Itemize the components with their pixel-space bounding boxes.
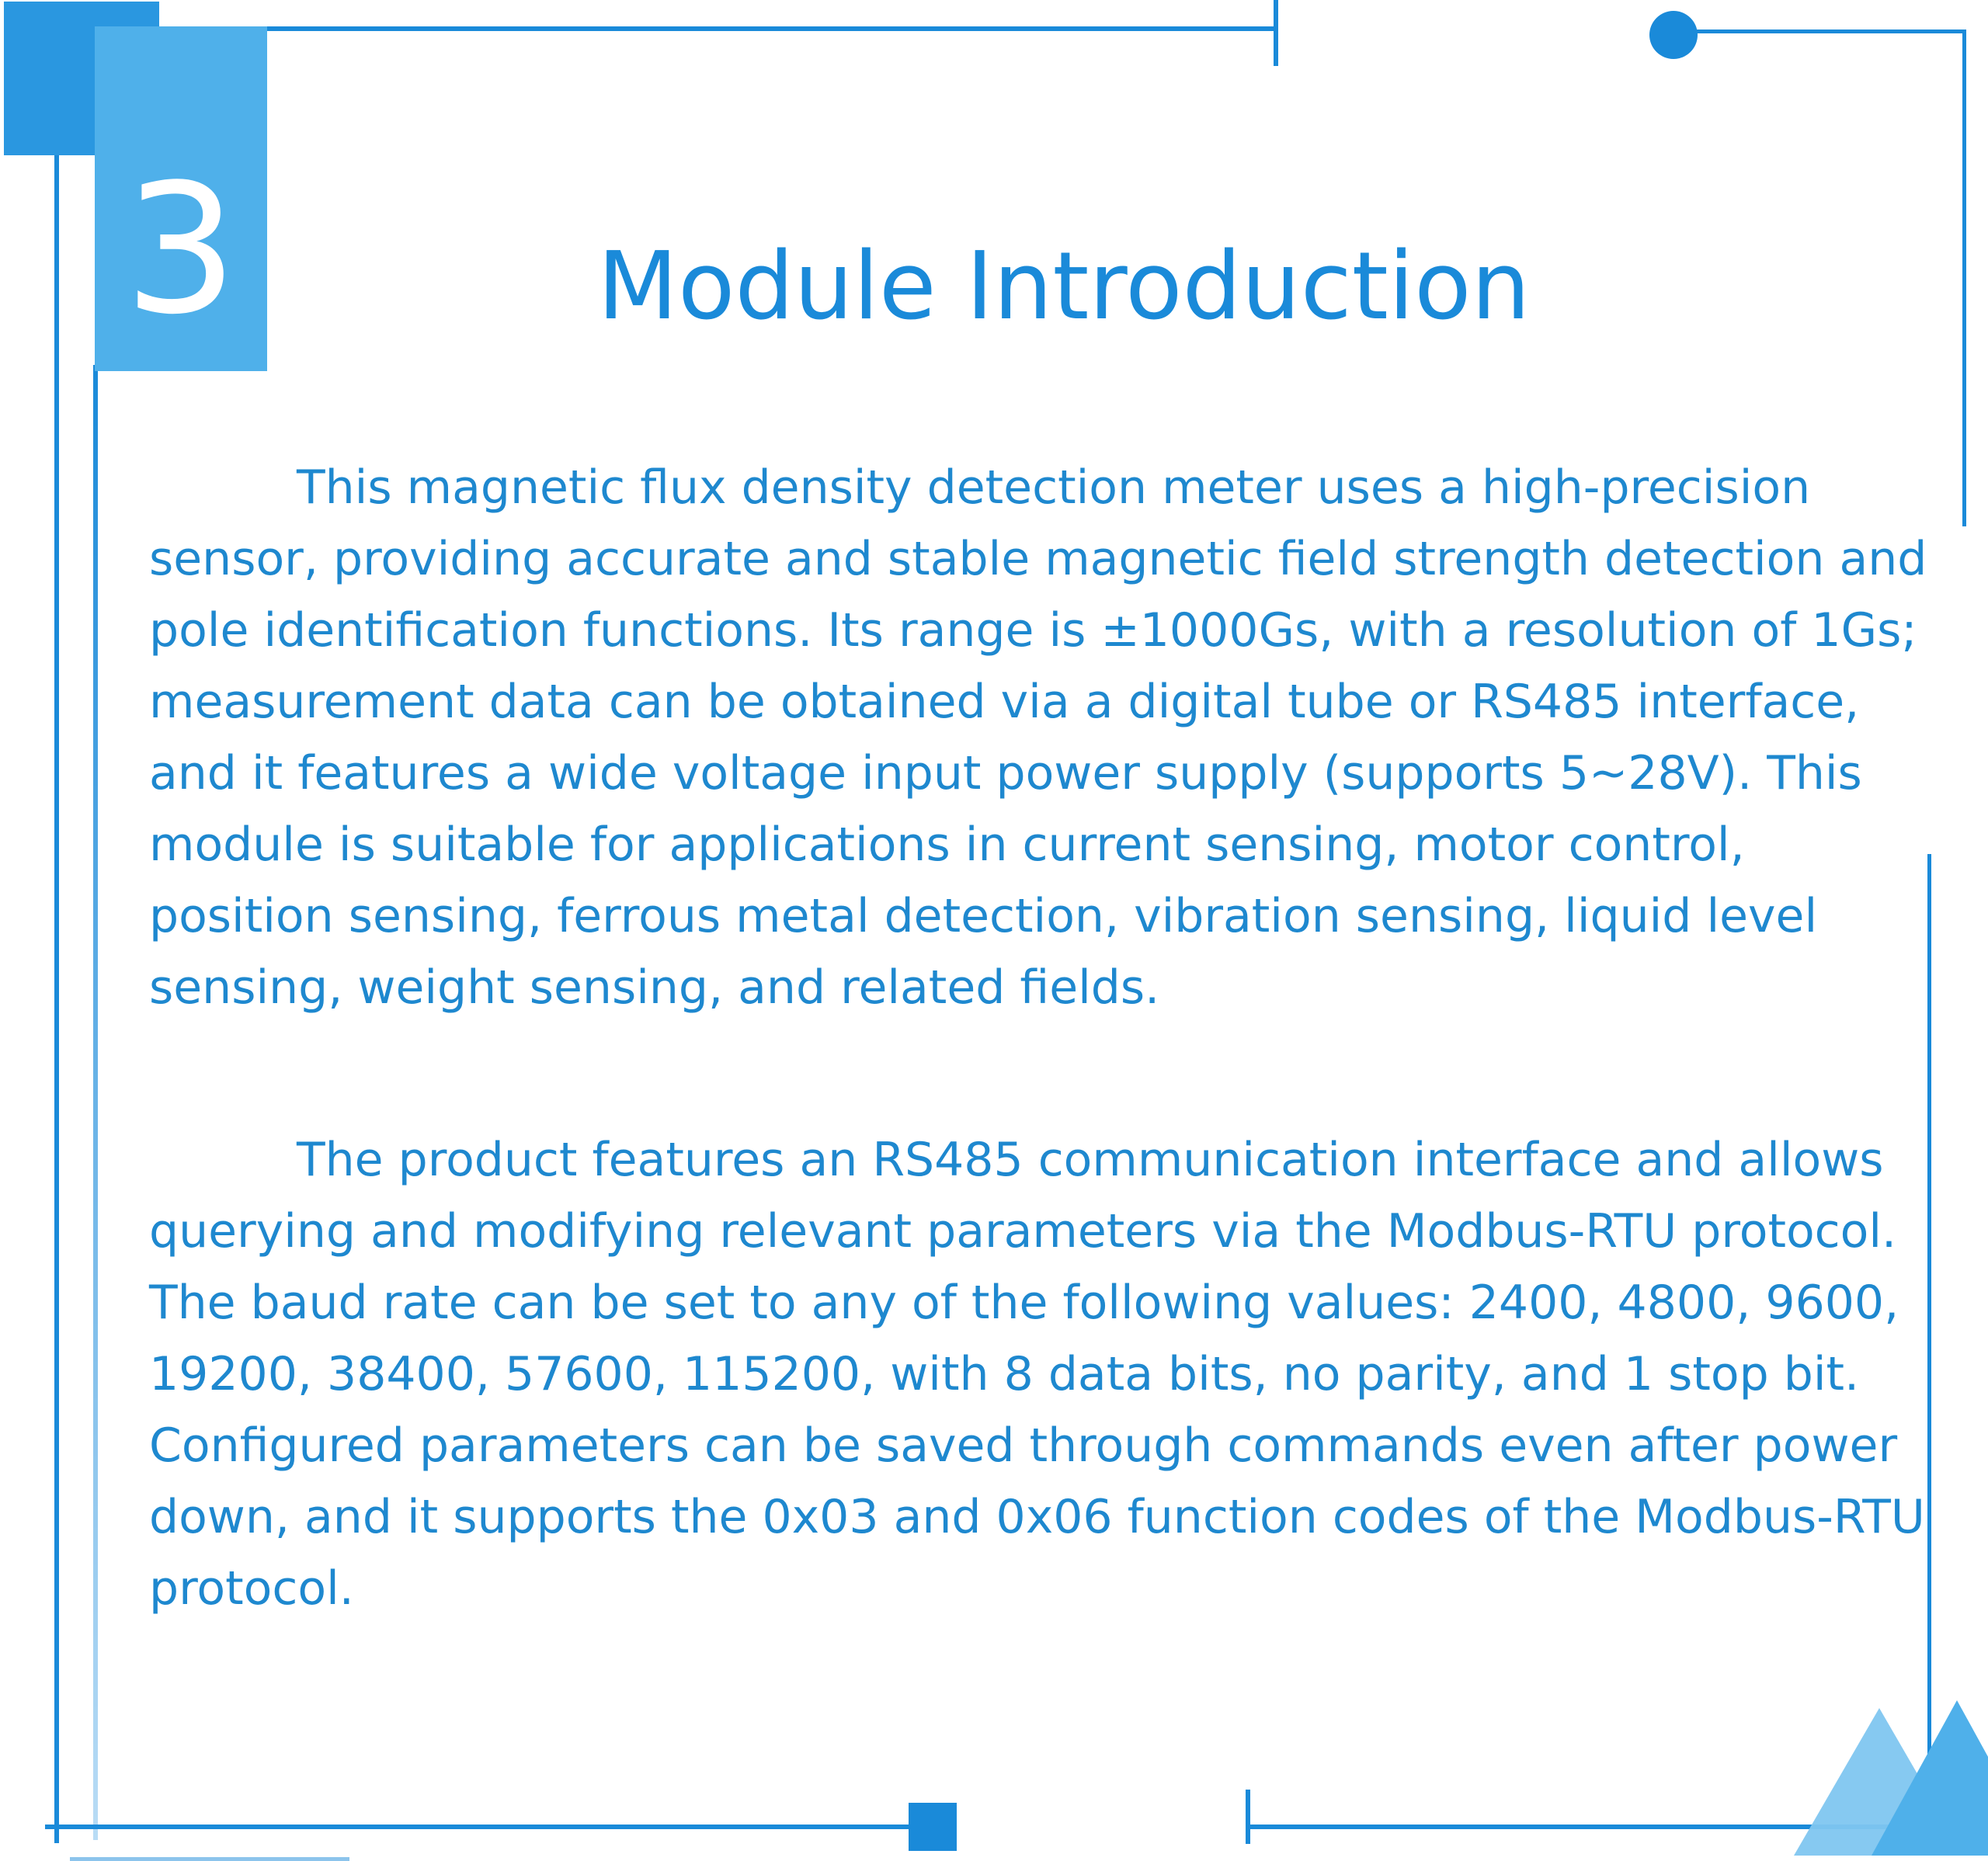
frame-top-tick	[1274, 0, 1278, 66]
frame-bottom-line	[45, 1825, 923, 1829]
triangle-decoration-back	[1872, 1700, 1988, 1856]
frame-left-inner-line	[93, 365, 98, 1840]
section-number-badge	[95, 26, 267, 371]
page-title: Module Introduction	[597, 233, 1531, 342]
bottom-square	[909, 1803, 957, 1851]
frame-bottom-tick	[1246, 1790, 1250, 1844]
frame-top-right-line	[1670, 30, 1965, 33]
paragraph-intro: This magnetic flux density detection meter uses a high-precision sensor, providing accurate and stable magnetic field strength detection and pole identification functions. Its range is ±1000Gs, with a resolution of 1Gs; measurement data can be obtained via a digital tube or RS485 interface, and it features a wide voltage input power supply (supports 5~28V). This module is suitable for applications in current sensing, motor control, position sensing, ferrous metal detection, vibration sensing, liquid level sensing, weight sensing, and related fields.	[149, 460, 1927, 1015]
section-number: 3	[123, 147, 238, 354]
corner-dot	[1649, 11, 1698, 59]
frame-left-outer-line	[54, 26, 59, 1843]
paragraph-communication: The product features an RS485 communication interface and allows querying and modifying relevant parameters via the Modbus-RTU protocol. The baud rate can be set to any of the following values: 2400, 4800, 9600, 19200, 38400, 57600, 115200, with 8 data bits, no parity, and 1 stop bit. Configured parameters can be saved through commands even after power down, and it supports the 0x03 and 0x06 function codes of the Modbus-RTU protocol.	[149, 1133, 1925, 1616]
frame-right-line	[1962, 30, 1966, 526]
frame-bottom-inner-line	[70, 1857, 349, 1861]
